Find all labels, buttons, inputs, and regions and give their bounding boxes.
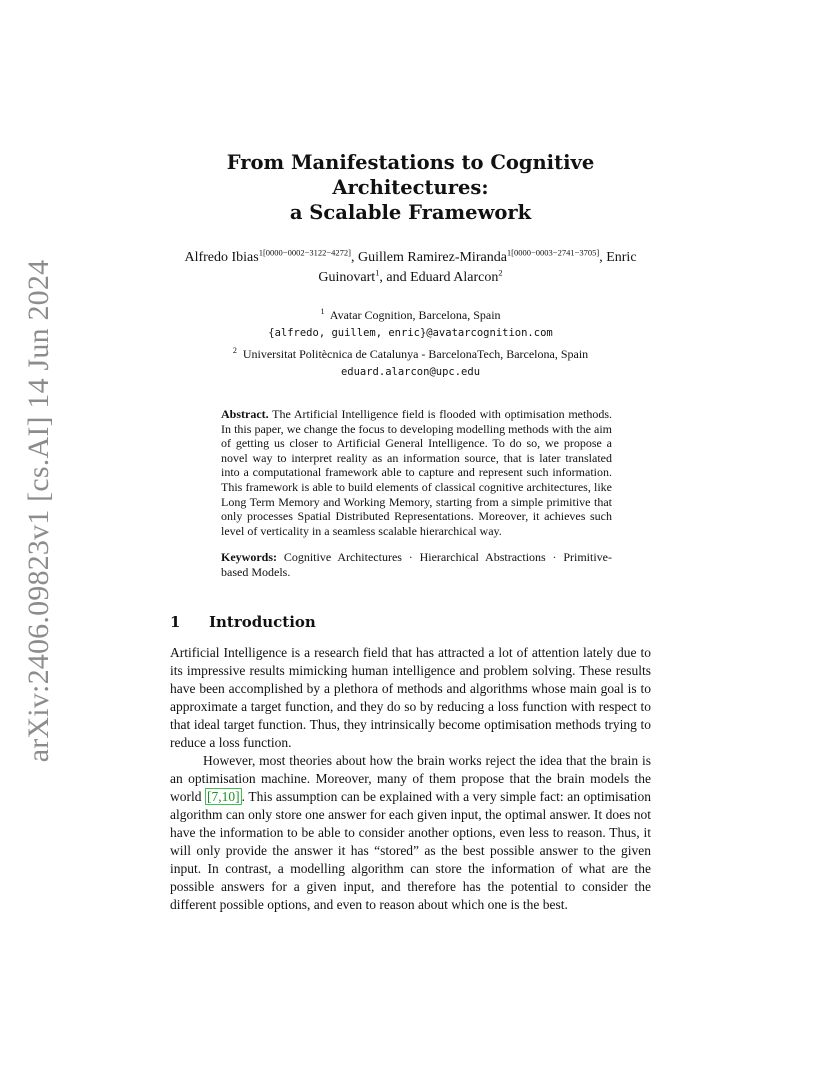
paragraph-1: Artificial Intelligence is a research field that has attracted a lot of attention lately due to its impressive results mimicking human intelligence and problem solving. These results have been accomplished by a plethora of methods and algorithms whose main goal is to approximate a target function, and they do so by reducing a loss function with respect to that ideal target function. Thus, they intrinsically become optimisation methods trying to reduce a loss function. (170, 644, 651, 750)
introduction-body (170, 644, 651, 914)
author-guinovart-affil: 1 (375, 267, 380, 278)
cite-ref-7[interactable]: 7 (211, 788, 219, 804)
abstract-label: Abstract. (221, 407, 269, 421)
cite-open: [ (207, 788, 212, 804)
abstract-text: The Artificial Intelligence field is flooded with optimisation methods. In this paper, we change the focus to developing modelling methods with the aim of getting us closer to Artificial General Intelligence. To do so, we propose a novel way to interpret reality as an information source, that is later translated into a computational framework able to capture and represent such information. This framework is able to build elements of classical cognitive architectures, like Long Term Memory and Working Memory, starting from a simple primitive that only processes Spatial Distributed Representations. Moreover, it achieves such level of verticality in a seamless scalable hierarchical way. (221, 407, 612, 538)
keywords-label: Keywords: (221, 550, 277, 565)
affiliation-2-number: 2 (232, 346, 237, 355)
author-alarcon-affil: 2 (498, 267, 503, 278)
author-ibias-orcid: 1[0000−0002−3122−4272] (258, 247, 352, 258)
keywords-text: Cognitive Architectures · Hierarchical Abstractions · Primitive-based Models. (221, 550, 613, 579)
paragraph-2-before: However, most theories about how the brain works reject the idea that the brain is an optimisation machine. Moreover, many of them propose that the brain models the world (170, 752, 651, 804)
arxiv-identifier-stamp (22, 259, 56, 763)
citation-link[interactable] (205, 788, 242, 805)
author-ramirez-miranda: , Guillem Ramirez-Miranda (351, 250, 507, 265)
cite-ref-10[interactable]: 10 (221, 788, 236, 804)
title-line-2: a Scalable Framework (289, 201, 532, 224)
section-title: Introduction (209, 612, 316, 631)
author-alarcon: , and Eduard Alarcon (379, 270, 499, 285)
section-heading-introduction (170, 613, 651, 631)
affiliation-1-number: 1 (320, 307, 325, 316)
author-ibias: Alfredo Ibias (184, 250, 259, 265)
affiliation-2 (170, 342, 651, 363)
affiliation-1-email[interactable]: {alfredo, guillem, enric}@avatarcognition.com (268, 327, 553, 339)
affiliation-2-text: Universitat Politècnica de Catalunya - BarcelonaTech, Barcelona, Spain (242, 347, 589, 361)
paragraph-2 (170, 752, 651, 914)
cite-close: ] (235, 788, 240, 804)
paragraph-2-after: . This assumption can be explained with a very simple fact: an optimisation algorithm can only store one answer for each given input, the optimal answer. It does not have the information to be able to consider another options, even less to reason. Thus, it will only provide the answer it has “stored” as the best possible answer to the given input. In contrast, a modelling algorithm can store the information of what are the possible answers for a given input, and therefore has the potential to consider the different possible options, and even to reason about which one is the best. (170, 788, 651, 912)
title-line-1: From Manifestations to Cognitive Architectures: (226, 151, 595, 199)
affiliations (170, 303, 651, 381)
author-guinovart: , Enric Guinovart (318, 250, 637, 285)
affiliation-1-text: Avatar Cognition, Barcelona, Spain (329, 308, 501, 322)
keywords (221, 550, 612, 579)
affiliation-2-email[interactable]: eduard.alarcon@upc.edu (340, 366, 481, 378)
affiliation-1 (170, 303, 651, 324)
author-ramirez-miranda-orcid: 1[0000−0003−2741−3705] (506, 247, 600, 258)
arxiv-stamp-text: arXiv:2406.09823v1 [cs.AI] 14 Jun 2024 (22, 259, 55, 763)
cite-separator: , (218, 788, 222, 804)
abstract (221, 407, 612, 538)
paper-title (170, 150, 651, 225)
paper-page (170, 150, 651, 914)
section-number: 1 (170, 612, 181, 631)
author-list (170, 248, 651, 288)
